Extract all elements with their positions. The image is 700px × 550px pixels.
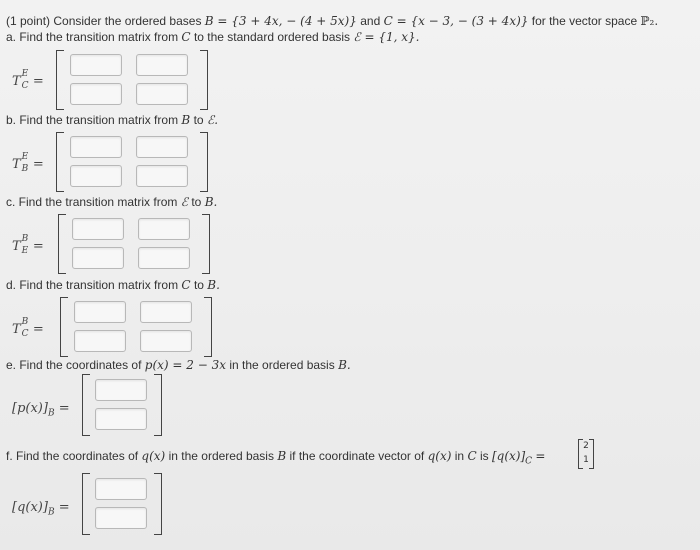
part-a-cell-22[interactable]: [136, 83, 188, 105]
part-c-matrix: [58, 214, 210, 274]
right-bracket: [154, 473, 162, 535]
part-e-cell-2[interactable]: [95, 408, 147, 430]
part-c-cell-12[interactable]: [138, 218, 190, 240]
label-sub: E: [21, 245, 29, 256]
part-a-mid: to the standard ordered basis: [193, 30, 351, 44]
vector-space-symbol: ℙ₂.: [640, 14, 659, 28]
label-sup: B: [21, 316, 29, 327]
part-b-matrix: [56, 132, 208, 192]
part-c-from: ℰ: [180, 195, 188, 209]
part-b-mid: to: [193, 113, 204, 127]
part-e-label: [12, 401, 70, 419]
part-f-mid2: if the coordinate vector of: [289, 449, 425, 463]
part-b-cell-11[interactable]: [70, 136, 122, 158]
given-coord-label: [q(x)]: [491, 449, 526, 463]
part-a-cell-21[interactable]: [70, 83, 122, 105]
part-a-cell-11[interactable]: [70, 54, 122, 76]
left-bracket: [56, 132, 64, 192]
problem-intro: [6, 14, 658, 28]
part-d-label: [12, 316, 44, 339]
intro-text: (1 point) Consider the ordered bases: [6, 14, 202, 28]
left-bracket: [60, 297, 68, 357]
given-coord-sub: C: [525, 456, 533, 467]
right-bracket: [200, 132, 208, 192]
part-d-from: C: [181, 278, 191, 292]
part-e-prompt: [6, 358, 351, 372]
label-sup: B: [21, 233, 29, 244]
part-d-cell-22[interactable]: [140, 330, 192, 352]
left-bracket: [58, 214, 66, 274]
equals-sign: =: [32, 239, 44, 254]
part-c-mid: to: [191, 195, 202, 209]
part-a-matrix: [56, 50, 208, 110]
right-bracket: [154, 374, 162, 436]
part-e-cell-1[interactable]: [95, 379, 147, 401]
part-f-basis: B: [277, 449, 287, 463]
part-f-poly2: q(x): [427, 449, 452, 463]
part-f-label: [12, 500, 70, 518]
part-a-label: [12, 68, 44, 91]
label-main: T: [12, 74, 21, 89]
part-d-prompt: [6, 278, 220, 292]
vector-space-text: for the vector space: [531, 14, 638, 28]
part-b-label: [12, 151, 44, 174]
part-c-to: B.: [204, 195, 218, 209]
part-a-prompt: [6, 30, 419, 44]
part-f-mid: in the ordered basis: [168, 449, 274, 463]
part-b-cell-21[interactable]: [70, 165, 122, 187]
part-c-cell-21[interactable]: [72, 247, 124, 269]
label-sub: C: [21, 80, 29, 91]
given-vector-entry-1: 2: [583, 441, 589, 451]
equals-sign: =: [58, 401, 70, 416]
part-d-text: d. Find the transition matrix from: [6, 278, 179, 292]
label-sub: B: [21, 163, 29, 174]
part-f-mid3: in: [454, 449, 465, 463]
part-c-label: [12, 233, 44, 256]
part-a-to: ℰ = {1, x}.: [353, 30, 420, 44]
part-b-cell-22[interactable]: [136, 165, 188, 187]
basis-c-def: C = {x − 3, − (3 + 4x)}: [383, 14, 529, 28]
part-f-basis2: C: [467, 449, 477, 463]
coord-sub: B: [47, 408, 55, 419]
part-e-poly: p(x) = 2 − 3x: [144, 358, 226, 372]
equals-sign: =: [535, 449, 546, 463]
part-f-cell-1[interactable]: [95, 478, 147, 500]
part-e-text: e. Find the coordinates of: [6, 358, 142, 372]
part-a-from: C: [181, 30, 191, 44]
part-f-poly: q(x): [141, 449, 166, 463]
equals-sign: =: [58, 500, 70, 515]
coord-sub: B: [47, 507, 55, 518]
part-f-mid4: is: [479, 449, 489, 463]
part-d-matrix: [60, 297, 212, 357]
part-f-text: f. Find the coordinates of: [6, 449, 139, 463]
label-main: T: [12, 157, 21, 172]
part-e-basis: B.: [338, 358, 351, 372]
coord-label: [q(x)]: [12, 500, 48, 515]
label-sup: E: [21, 151, 29, 162]
equals-sign: =: [32, 74, 44, 89]
label-sup: E: [21, 68, 29, 79]
part-d-to: B.: [207, 278, 220, 292]
given-vector-entry-2: 1: [583, 455, 589, 465]
part-b-cell-12[interactable]: [136, 136, 188, 158]
right-bracket: [200, 50, 208, 110]
part-d-cell-12[interactable]: [140, 301, 192, 323]
basis-b-def: B = {3 + 4x, − (4 + 5x)}: [204, 14, 357, 28]
right-bracket: [202, 214, 210, 274]
part-e-mid: in the ordered basis: [229, 358, 335, 372]
part-f-cell-2[interactable]: [95, 507, 147, 529]
part-c-text: c. Find the transition matrix from: [6, 195, 178, 209]
and-text: and: [360, 14, 381, 28]
part-b-from: B: [181, 113, 191, 127]
label-sub: C: [21, 328, 29, 339]
part-a-cell-12[interactable]: [136, 54, 188, 76]
equals-sign: =: [32, 157, 44, 172]
part-b-to: ℰ.: [206, 113, 219, 127]
part-c-cell-11[interactable]: [72, 218, 124, 240]
right-bracket: [204, 297, 212, 357]
part-e-vector: [82, 374, 162, 436]
part-d-cell-11[interactable]: [74, 301, 126, 323]
part-b-text: b. Find the transition matrix from: [6, 113, 179, 127]
part-d-mid: to: [193, 278, 204, 292]
given-vector: [578, 439, 594, 469]
label-main: T: [12, 322, 21, 337]
part-f-prompt: [6, 449, 545, 466]
part-b-prompt: [6, 113, 218, 127]
left-bracket: [82, 374, 90, 436]
left-bracket: [56, 50, 64, 110]
part-a-text: a. Find the transition matrix from: [6, 30, 179, 44]
part-d-cell-21[interactable]: [74, 330, 126, 352]
left-bracket: [82, 473, 90, 535]
part-c-cell-22[interactable]: [138, 247, 190, 269]
coord-label: [p(x)]: [12, 401, 48, 416]
part-f-vector: [82, 473, 162, 535]
label-main: T: [12, 239, 21, 254]
part-c-prompt: [6, 195, 217, 209]
equals-sign: =: [32, 322, 44, 337]
